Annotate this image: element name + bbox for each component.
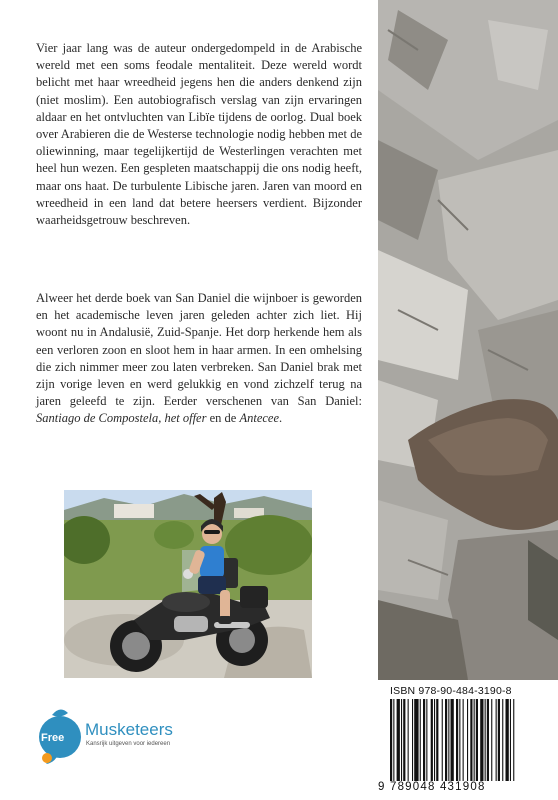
sentence-end: . <box>279 411 283 426</box>
barcode-bars <box>390 699 550 781</box>
logo-tagline: Kansrijk uitgeven voor iedereen <box>86 741 171 747</box>
publisher-logo <box>38 705 268 765</box>
conjunction-text: en de <box>206 411 240 426</box>
barcode-area <box>378 682 558 800</box>
author-motorcycle-photo <box>64 490 312 678</box>
blurb-paragraph-2-text: Alweer het derde boek van San Daniel die wijnboer is geworden en het academische leven jaren geleden achter zich liet. Hij woont nu in Andalusië, Zuid-Spanje. Het dorp herkende hem als een verloren zoon en sloot hem in haar armen. In een omhelsing die zich nimmer meer zou laten verbreken. San Daniel brak met zijn vorige leven en werd gelukkig en vond zichzelf terug na jaren geleefd te zijn. Eerder verschenen van San Daniel: <box>36 291 362 409</box>
logo-badge-text: Free <box>41 732 65 744</box>
isbn-barcode-digits: 9 789048 431908 <box>378 781 486 793</box>
rock-cover-photo <box>378 0 558 680</box>
isbn-label: ISBN 978-90-484-3190-8 <box>390 685 512 697</box>
book-title-santiago: Santiago de Compostela, het offer <box>36 411 207 426</box>
blurb-paragraph-2 <box>36 290 362 428</box>
book-title-antecee: Antecee <box>239 411 280 426</box>
logo-name: Musketeers <box>85 720 173 739</box>
blurb-paragraph-1: Vier jaar lang was de auteur ondergedompeld in de Arabische wereld met een soms feodale mentaliteit. Deze wereld wordt belicht met haar wreedheid jegens hen die anders denkend zijn (niet moslim). Een autobiografisch verslag van zijn ervaringen aldaar en het ontvluchten van Libïe tijdens de oorlog. Dual boek over Arabieren die de Westerse technologie nodig hebben met de oliewinning, maar tegelijkertijd de Westerlingen verachten met heel hun wezen. Een gespleten maatschappij die ons nodig heeft, maar ons haat. De turbulente Libische jaren. Jaren van moord en wreedheid in een land dat betere heersers verdient. Bijzonder waarheidsgetrouw beschreven. <box>36 41 362 228</box>
